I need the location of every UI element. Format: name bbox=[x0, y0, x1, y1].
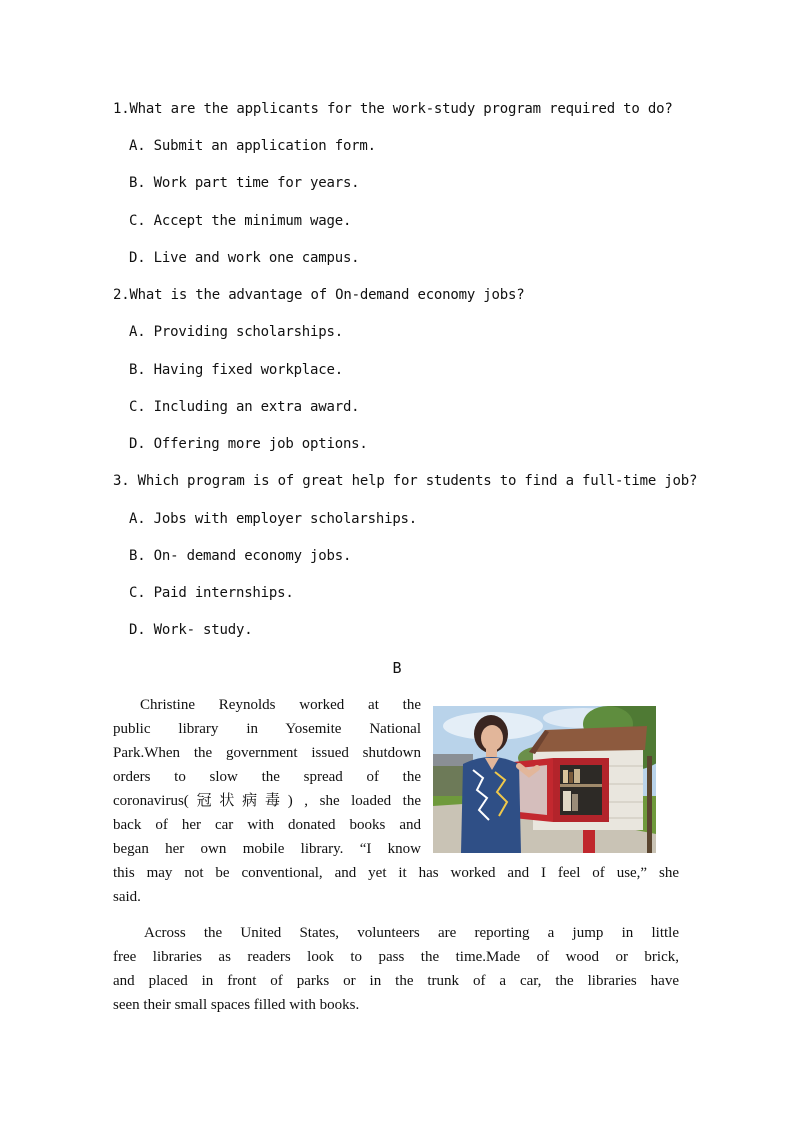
question-1-option-a: A. Submit an application form. bbox=[129, 138, 376, 154]
paragraph-2-line: and placed in front of parks or in the trunk of a car, the libraries have bbox=[113, 973, 679, 989]
question-2-option-a: A. Providing scholarships. bbox=[129, 324, 343, 340]
paragraph-1-line: public library in Yosemite National bbox=[113, 721, 421, 737]
paragraph-1-line: began her own mobile library. “I know bbox=[113, 841, 421, 857]
question-2-option-d: D. Offering more job options. bbox=[129, 436, 368, 452]
paragraph-2-line: free libraries as readers look to pass the time.Made of wood or brick, bbox=[113, 949, 679, 965]
paragraph-1-line: coronavirus(冠状病毒) , she loaded the bbox=[113, 793, 421, 809]
question-3-option-c: C. Paid internships. bbox=[129, 585, 294, 601]
question-2-stem: 2.What is the advantage of On-demand economy jobs? bbox=[113, 287, 525, 303]
paragraph-1-line: Christine Reynolds worked at the bbox=[140, 697, 421, 713]
question-3-option-b: B. On- demand economy jobs. bbox=[129, 548, 352, 564]
question-1-stem: 1.What are the applicants for the work-study program required to do? bbox=[113, 101, 673, 117]
paragraph-1-line: this may not be conventional, and yet it has worked and I feel of use,” she bbox=[113, 865, 679, 881]
question-1-option-d: D. Live and work one campus. bbox=[129, 250, 360, 266]
question-3-option-d: D. Work- study. bbox=[129, 622, 253, 638]
section-b-title: B bbox=[392, 659, 402, 677]
paragraph-1 bbox=[113, 693, 421, 861]
paragraph-1-continued bbox=[113, 861, 679, 909]
paragraph-1-line: back of her car with donated books and bbox=[113, 817, 421, 833]
question-2-option-b: B. Having fixed workplace. bbox=[129, 362, 343, 378]
question-3-stem: 3. Which program is of great help for students to find a full-time job? bbox=[113, 473, 698, 489]
paragraph-2-line: seen their small spaces filled with books. bbox=[113, 997, 360, 1013]
question-1-option-b: B. Work part time for years. bbox=[129, 175, 360, 191]
question-1-option-c: C. Accept the minimum wage. bbox=[129, 213, 352, 229]
little-free-library-photo bbox=[433, 706, 656, 853]
paragraph-2-line: Across the United States, volunteers are reporting a jump in little bbox=[144, 925, 679, 941]
paragraph-1-line: said. bbox=[113, 889, 141, 905]
question-3-option-a: A. Jobs with employer scholarships. bbox=[129, 511, 418, 527]
paragraph-1-line: Park.When the government issued shutdown bbox=[113, 745, 421, 761]
question-2-option-c: C. Including an extra award. bbox=[129, 399, 360, 415]
paragraph-1-line: orders to slow the spread of the bbox=[113, 769, 421, 785]
paragraph-2 bbox=[113, 921, 679, 1017]
